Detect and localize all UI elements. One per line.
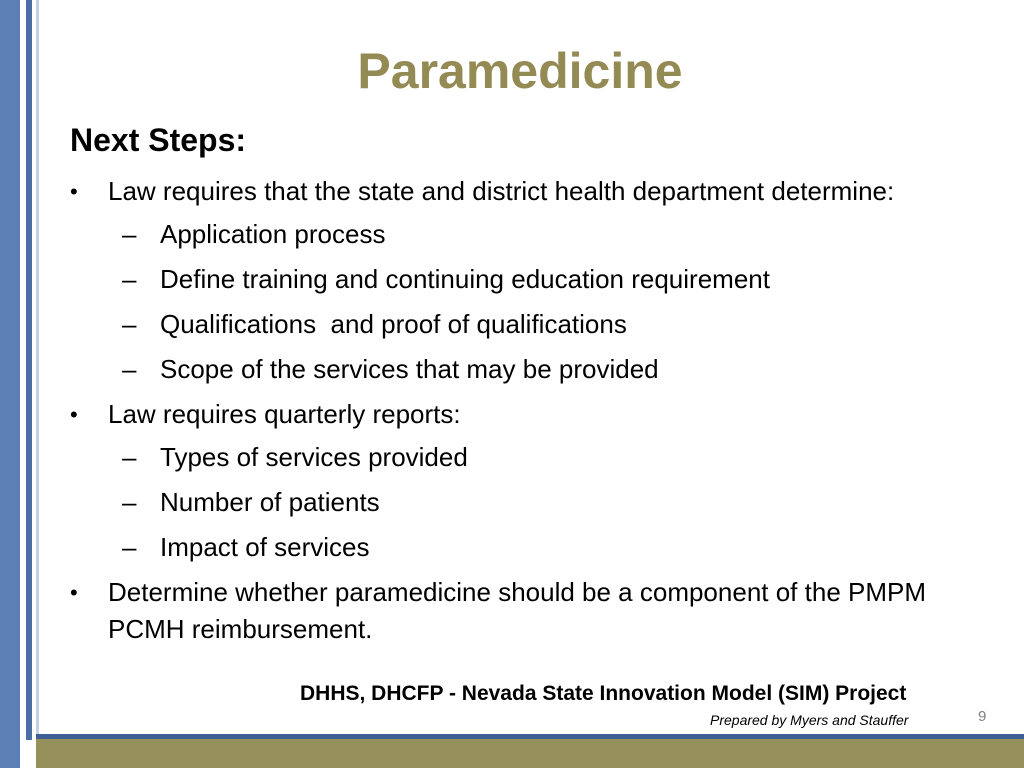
footer-project-title: DHHS, DHCFP - Nevada State Innovation Model (SIM) Project <box>300 682 907 705</box>
dash-icon: – <box>122 486 137 517</box>
sub-bullet-text: Scope of the services that may be provided <box>160 353 659 384</box>
sub-bullet-text: Types of services provided <box>160 441 468 472</box>
sub-bullet-item <box>108 529 970 566</box>
bottom-olive-bar <box>36 739 1024 768</box>
sub-bullet-list <box>108 216 970 388</box>
sub-bullet-item <box>108 306 970 343</box>
bullet-text: Law requires quarterly reports: <box>108 398 461 429</box>
slide-content <box>70 122 970 656</box>
dash-icon: – <box>122 263 137 294</box>
sub-bullet-item <box>108 216 970 253</box>
slide-title: Paramedicine <box>357 43 683 99</box>
sub-bullet-text: Application process <box>160 218 386 249</box>
sub-bullet-item <box>108 484 970 521</box>
dash-icon: – <box>122 531 137 562</box>
dash-icon: – <box>122 441 137 472</box>
bullet-item <box>70 396 970 566</box>
sub-bullet-text: Qualifications and proof of qualifications <box>160 308 627 339</box>
sub-bullet-item <box>108 439 970 476</box>
bullet-item <box>70 173 970 388</box>
section-heading: Next Steps: <box>70 122 247 158</box>
sub-bullet-text: Define training and continuing education requirement <box>160 263 770 294</box>
bullet-text: Law requires that the state and district health department determine: <box>108 175 895 206</box>
bullet-list <box>70 173 970 648</box>
sub-bullet-item <box>108 261 970 298</box>
bullet-dot-icon: • <box>70 401 78 427</box>
left-stripe-outer <box>0 0 20 768</box>
left-stripe-thin <box>36 0 39 740</box>
sub-bullet-list <box>108 439 970 566</box>
bullet-dot-icon: • <box>70 178 78 204</box>
sub-bullet-text: Impact of services <box>160 531 370 562</box>
dash-icon: – <box>122 218 137 249</box>
page-number: 9 <box>978 708 987 725</box>
dash-icon: – <box>122 353 137 384</box>
sub-bullet-text: Number of patients <box>160 486 380 517</box>
dash-icon: – <box>122 308 137 339</box>
left-stripe-inner <box>26 0 32 740</box>
bullet-dot-icon: • <box>70 579 78 605</box>
bullet-text: Determine whether paramedicine should be a component of the PMPM PCMH reimbursement. <box>108 576 926 644</box>
bullet-item <box>70 574 970 648</box>
sub-bullet-item <box>108 351 970 388</box>
footer-prepared-by: Prepared by Myers and Stauffer <box>710 712 909 728</box>
